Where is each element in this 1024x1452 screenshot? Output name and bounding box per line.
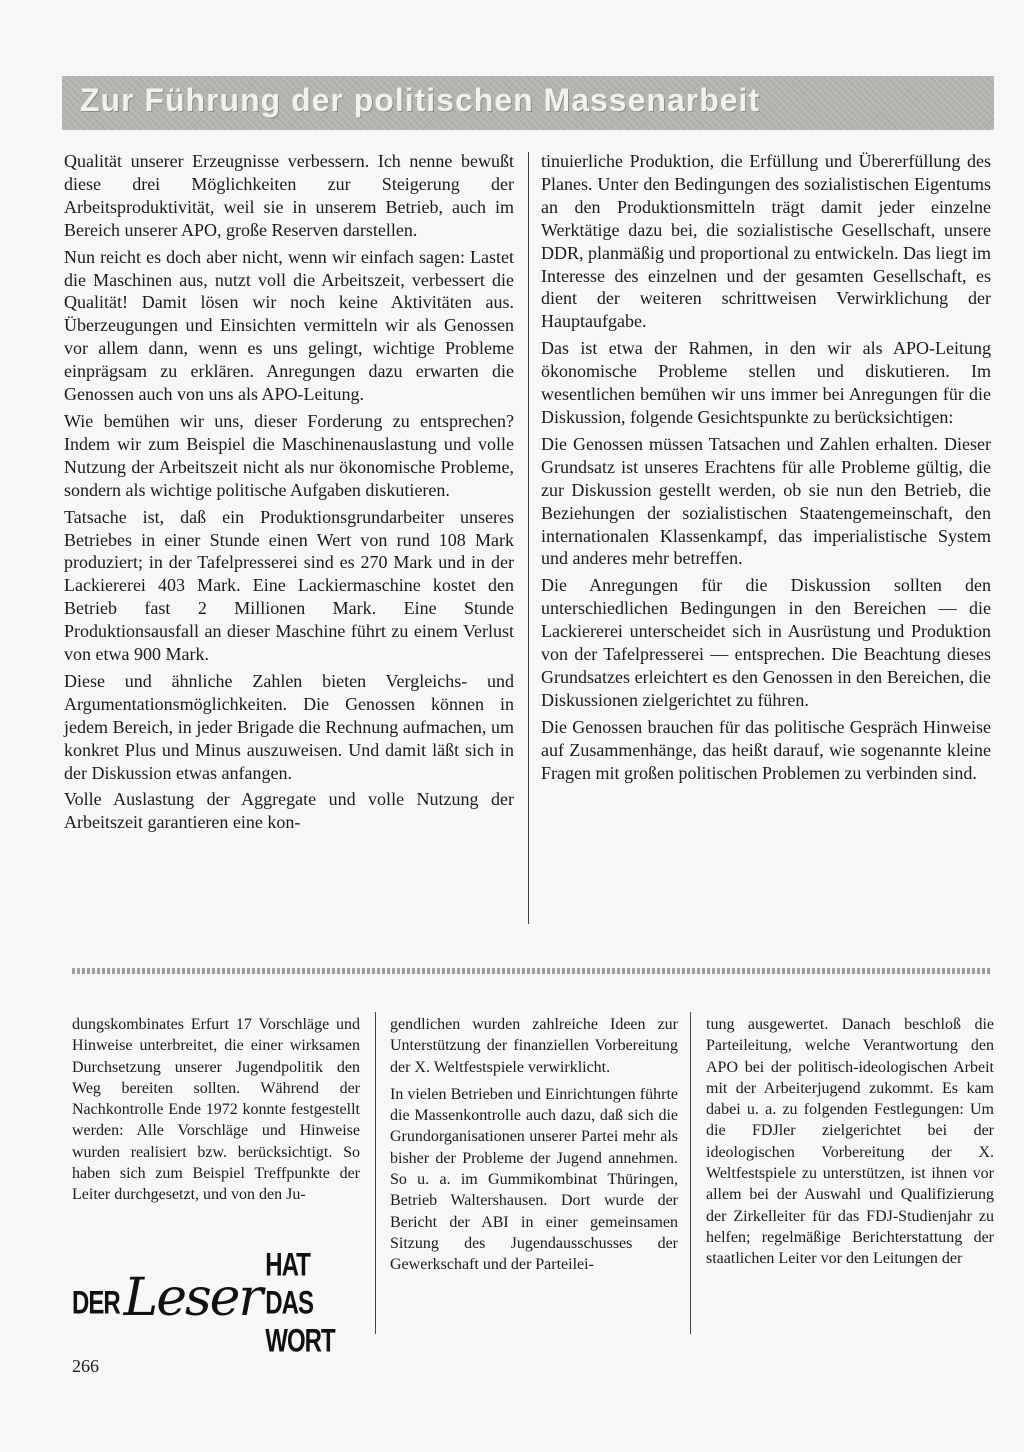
page-number: 266 xyxy=(72,1356,99,1376)
section-banner xyxy=(62,76,994,130)
article-column-right xyxy=(541,150,991,788)
column-divider xyxy=(528,152,529,924)
section-separator xyxy=(72,968,990,974)
bottom-column-3 xyxy=(706,1014,994,1276)
section-title: Zur Führung der politischen Massenarbeit xyxy=(80,82,761,118)
paragraph: Die Genossen brauchen für das politische Gespräch Hinweise auf Zusammenhänge, das heißt darauf, wie sogenannte kleine Fragen mit großen politischen Problemen zu verbinden sind. xyxy=(541,716,991,783)
bottom-column-1 xyxy=(72,1014,360,1212)
paragraph: tinuierliche Produktion, die Erfüllung und Übererfüllung des Planes. Unter den Bedingungen des sozialistischen Eigentums an den Produktionsmitteln trägt damit jeder einzelne Werktätige dazu bei, die sozialistische Gesellschaft, unsere DDR, planmäßig und proportional zu entwickeln. Das liegt im Interesse des einzelnen und der gesamten Gesellschaft, es dient der weiteren schrittweisen Verwirklichung der Hauptaufgabe. xyxy=(541,151,991,332)
paragraph: Die Genossen müssen Tatsachen und Zahlen erhalten. Dieser Grundsatz ist unseres Erachtens für alle Probleme gültig, die zur Diskussion gestellt werden, ob sie nun den Betrieb, die Beziehungen der sozialistischen Staatengemeinschaft, den internationalen Klassenkampf, das imperialistische System und anderes mehr betreffen. xyxy=(541,433,991,569)
bottom-column-2 xyxy=(390,1014,678,1282)
column-divider xyxy=(375,1012,376,1334)
article-column-left xyxy=(64,150,514,838)
paragraph: Qualität unserer Erzeugnisse verbessern. Ich nenne bewußt diese drei Möglichkeiten zur Steigerung der Arbeitsproduktivität, weil sie in unserem Betrieb, auch im Bereich unserer APO, große Reserven darstellen. xyxy=(64,151,514,240)
paragraph: Die Anregungen für die Diskussion sollten den unterschiedlichen Bedingungen in den Bereichen — die Lackiererei unterscheidet sich in Ausrüstung und Produktion von der Tafelpresserei — entsprechen. Die Beachtung dieses Grundsatzes erleichtert es den Genossen in den Bereichen, die Diskussionen zielgerichtet zu führen. xyxy=(541,575,991,710)
der-leser-hat-das-wort-logo xyxy=(72,1247,362,1360)
paragraph: In vielen Betrieben und Einrichtungen führte die Massenkontrolle auch dazu, daß sich die Grundorganisationen unserer Partei mehr als bisher der Probleme der Jugend annehmen. So u. a. im Gummikombinat Thüringen, Betrieb Waltershausen. Dort wurde der Bericht der ABI in einer gemeinsamen Sitzung des Jugendausschusses der Gewerkschaft und der Parteilei- xyxy=(390,1085,678,1274)
paragraph: Diese und ähnliche Zahlen bieten Vergleichs- und Argumentationsmöglichkeiten. Die Genossen können in jedem Bereich, in jeder Brigade die Rechnung aufmachen, um konkret Plus und Minus auszuweisen. Und damit läßt sich in der Diskussion etwas anfangen. xyxy=(64,670,514,783)
logo-text-leser: Leser xyxy=(123,1268,262,1328)
logo-text-der: DER xyxy=(72,1285,120,1322)
paragraph: Volle Auslastung der Aggregate und volle Nutzung der Arbeitszeit garantieren eine kon- xyxy=(64,789,514,833)
paragraph: tung ausgewertet. Danach beschloß die Parteileitung, welche Verantwortung den APO bei der politisch-ideologischen Arbeit mit der Arbeiterjugend zukommt. Es kam dabei u. a. zu folgenden Festlegungen: Um die FDJler zielgerichtet bei der ideologischen Vorbereitung der X. Weltfestspiele zu unterstützen, ist ihnen vor allem bei der Auswahl und Qualifizierung der Zirkelleiter für das FDJ-Studienjahr zu helfen; regelmäßige Berichterstattung der staatlichen Leiter vor den Leitungen der xyxy=(706,1016,994,1268)
paragraph: Das ist etwa der Rahmen, in den wir als APO-Leitung ökonomische Probleme stellen und diskutieren. Im wesentlichen bemühen wir uns immer bei Anregungen für die Diskussion, folgende Gesichtspunkte zu berücksichtigen: xyxy=(541,338,991,427)
paragraph: dungskombinates Erfurt 17 Vorschläge und Hinweise unterbreitet, die einer wirksamen Durchsetzung unserer Jugendpolitik den Weg bereiten sollten. Während der Nachkontrolle Ende 1972 konnte festgestellt werden: Alle Vorschläge und Hinweise wurden realisiert bzw. berücksichtigt. So haben sich zum Beispiel Treffpunkte der Leiter durchgesetzt, und von den Ju- xyxy=(72,1016,360,1204)
column-divider xyxy=(690,1012,691,1334)
logo-text-hat-das-wort: HAT DAS WORT xyxy=(265,1247,335,1360)
paragraph: Nun reicht es doch aber nicht, wenn wir einfach sagen: Lastet die Maschinen aus, nutzt voll die Arbeitszeit, verbessert die Qualität! Damit lösen wir noch keine Aktivitäten aus. Überzeugungen und Einsichten vermitteln wir als Genossen vor allem dann, wenn es uns gelingt, wichtige Probleme einprägsam zu erklären. Anregungen dazu erwarten die Genossen auch von uns als APO-Leitung. xyxy=(64,246,514,405)
paragraph: Tatsache ist, daß ein Produktionsgrundarbeiter unseres Betriebes in einer Stunde einen Wert von rund 108 Mark produziert; in der Tafelpresserei sind es 270 Mark und in der Lackiererei 403 Mark. Eine Lackiermaschine kostet den Betrieb fast 2 Millionen Mark. Eine Stunde Produktionsausfall an dieser Maschine führt zu einem Verlust von etwa 900 Mark. xyxy=(64,506,514,665)
paragraph: gendlichen wurden zahlreiche Ideen zur Unterstützung der finanziellen Vorbereitung der X. Weltfestspiele verwirklicht. xyxy=(390,1016,678,1076)
paragraph: Wie bemühen wir uns, dieser Forderung zu entsprechen? Indem wir zum Beispiel die Maschinenauslastung und volle Nutzung der Arbeitszeit nicht als nur ökonomische Probleme, sondern als wichtige politische Aufgaben diskutieren. xyxy=(64,410,514,500)
